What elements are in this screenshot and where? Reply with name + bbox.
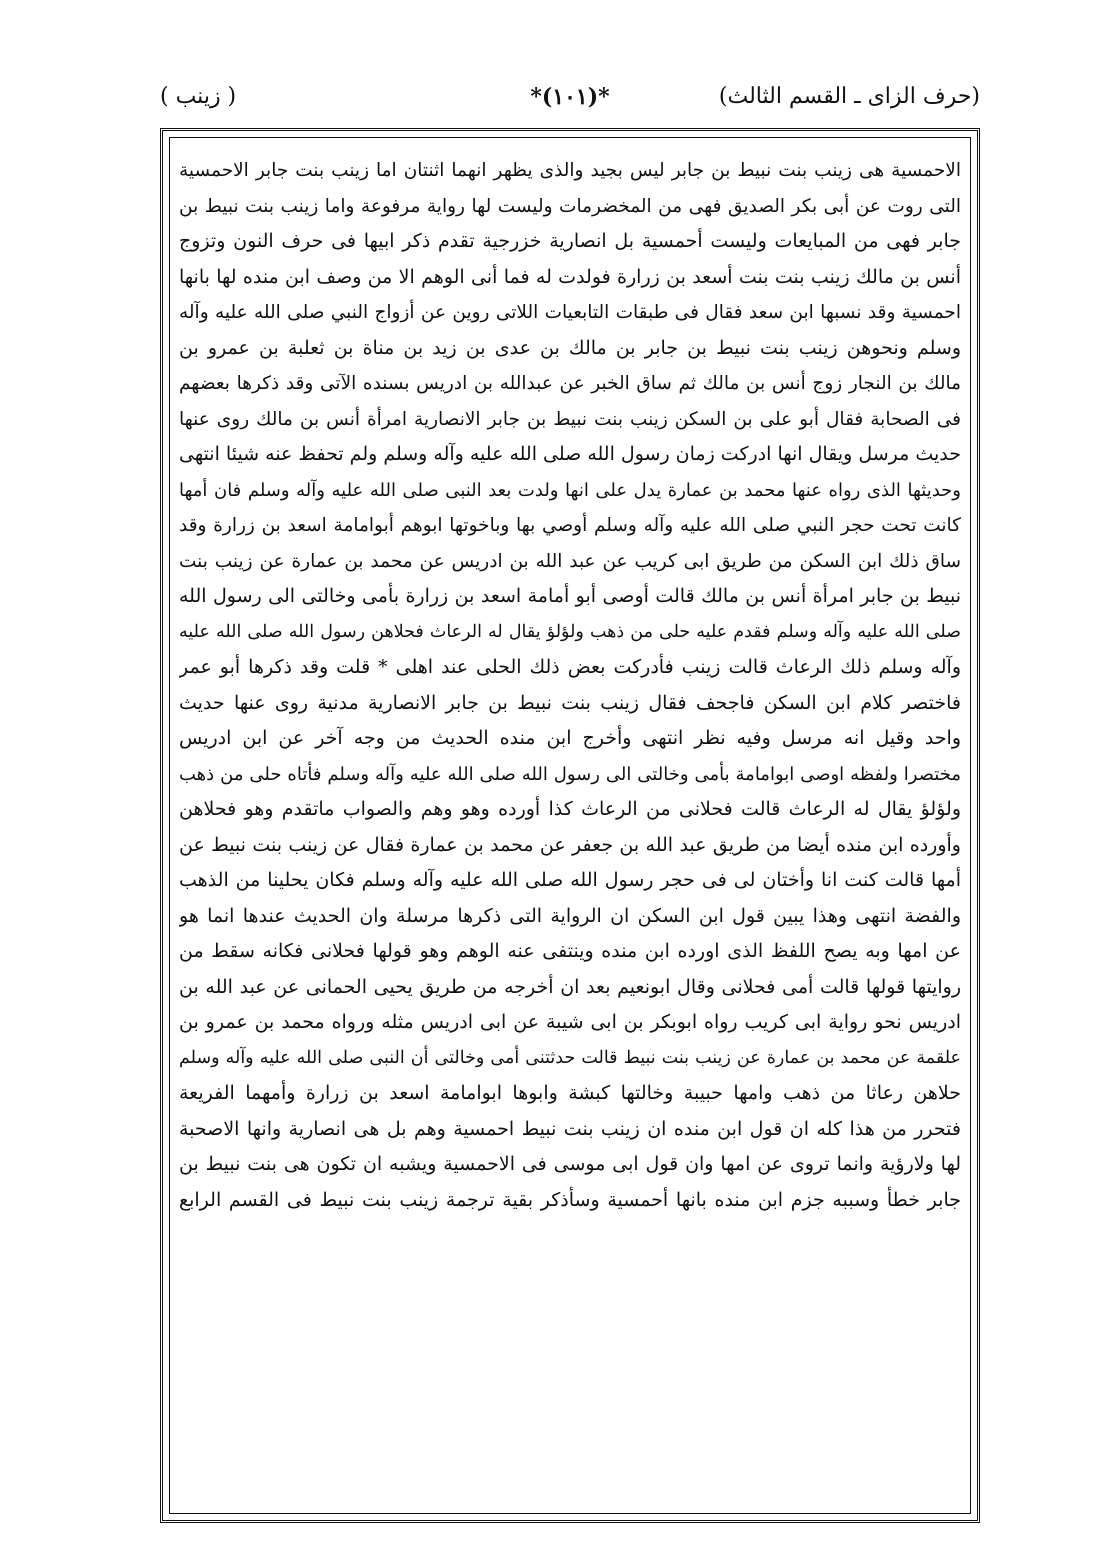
text-line: احمسية وقد نسبها ابن سعد فقال فى طبقات التابعيات اللاتى روين عن أزواج النبي صلى الله عليه وآله <box>179 302 961 323</box>
text-line: حلاهن رعاثا من ذهب وامها حبيبة وخالتها كبشة وابوها ابوامامة اسعد بن زرارة وأمهما الفريعة <box>179 1082 961 1104</box>
section-heading: (حرف الزاى ـ القسم الثالث) <box>718 84 980 109</box>
text-line: كانت تحت حجر النبي صلى الله عليه وآله وسلم أوصي بها وباخوتها ابوهم أبوامامة اسعد بن زرارة وقد <box>179 515 961 536</box>
text-line: جابر خطأ وسببه جزم ابن منده بانها أحمسية وسأذكر بقية ترجمة زينب بنت نبيط فى القسم الرابع <box>179 1188 961 1211</box>
text-frame <box>160 128 980 1523</box>
text-line: فى الصحابة فقال أبو على بن السكن زينب بنت نبيط بن جابر الانصارية امرأة أنس بن مالك روى عنها <box>179 408 961 430</box>
text-line: لها ولارؤية وانما تروى عن امها وان قول ابى موسى فى الاحمسية ويشبه ان تكون هى بنت نبيط بن <box>179 1153 961 1175</box>
page-header <box>160 84 980 124</box>
text-line: روايتها قولها قالت أمى فحلانى وقال ابونعيم بعد ان أخرجه من طريق يحيى الحمانى عن عبد الله بن <box>179 975 961 998</box>
text-line: حديث مرسل ويقال انها ادركت زمان رسول الله صلى الله عليه وآله وسلم ولم تحفظ عنه شيئا انتهى <box>179 443 961 465</box>
text-line: فتحرر من هذا كله ان قول ابن منده ان زينب بنت نبيط احمسية وهم بل هى انصارية وانها الاصحبة <box>179 1117 961 1140</box>
text-line: جابر فهى من المبايعات وليست أحمسية بل انصارية خزرجية تقدم ذكر ابيها فى حرف النون وتزوج <box>179 230 961 252</box>
text-line: ولؤلؤ يقال له الرعاث قالت فحلانى من الرعاث كذا أورده وهو وهم والصواب ماتقدم وهو فحلاهن <box>179 798 961 820</box>
text-line: التى روت عن أبى بكر الصديق فهى من المخضرمات وليست لها رواية مرفوعة واما زينب بنت نبيط بن <box>179 195 961 217</box>
text-line: وحديثها الذى رواه عنها محمد بن عمارة يدل على انها ولدت بعد النبى صلى الله عليه وآله وسلم فان أمها <box>179 479 961 501</box>
text-line: واحد وقيل انه مرسل وفيه نظر انتهى وأخرج ابن منده الحديث من وجه آخر عن ابن ادريس <box>179 727 961 749</box>
text-line: مختصرا ولفظه اوصى ابوامامة بأمى وخالتى الى رسول الله صلى الله عليه وآله وسلم فأتاه حلى من ذهب <box>179 763 961 785</box>
page-number: *(١٠١)* <box>530 84 610 110</box>
text-line: صلى الله عليه وآله وسلم فقدم عليه حلى من ذهب ولؤلؤ يقال له الرعاث فحلاهن رسول الله صلى الله عليه <box>179 621 961 642</box>
text-line: أمها قالت كنت انا وأختان لى فى حجر رسول الله صلى الله عليه وآله وسلم فكان يحلينا من الذهب <box>179 869 961 891</box>
text-line: الاحمسية هى زينب بنت نبيط بن جابر ليس بجيد والذى يظهر انهما اثنتان اما زينب بنت جابر الاحمسية <box>179 160 961 181</box>
text-line: مالك بن النجار زوج أنس بن مالك ثم ساق الخبر عن عبدالله بن ادريس بسنده الآتى وقد ذكرها بعضهم <box>179 373 961 394</box>
text-line: وآله وسلم ذلك الرعاث قالت زينب فأدركت بعض ذلك الحلى عند اهلى * قلت وقد ذكرها أبو عمر <box>179 656 961 678</box>
text-line: علقمة عن محمد بن عمارة عن زينب بنت نبيط قالت حدثتنى أمى وخالتى أن النبى صلى الله عليه وآله وسلم <box>179 1047 961 1068</box>
text-line: ساق ذلك ابن السكن من طريق ابى كريب عن عبد الله بن ادريس عن محمد بن عمارة عن زينب بنت <box>179 550 961 572</box>
text-line: وسلم ونحوهن زينب بنت نبيط بن جابر بن مالك بن عدى بن زيد بن مناة بن ثعلبة بن عمرو بن <box>179 336 961 359</box>
text-line: عن امها وبه يصح اللفظ الذى اورده ابن منده وينتفى عنه الوهم وهو قولها فحلانى فكانه سقط من <box>179 940 961 962</box>
text-line: ادريس نحو رواية ابى كريب رواه ابوبكر بن ابى شيبة عن ابى ادريس مثله ورواه محمد بن عمرو بن <box>179 1011 961 1033</box>
text-line: والفضة انتهى وهذا يبين قول ابن السكن ان الرواية التى ذكرها مرسلة وان الحديث عندها انما هو <box>179 904 961 927</box>
text-line: وأورده ابن منده أيضا من طريق عبد الله بن جعفر عن محمد بن عمارة فقال عن زينب بنت نبيط عن <box>179 833 961 856</box>
entry-name: ( زينب ) <box>160 84 237 109</box>
text-line: فاختصر كلام ابن السكن فاجحف فقال زينب بنت نبيط بن جابر الانصارية مدنية روى عنها حديث <box>179 691 961 714</box>
text-line: نبيط بن جابر امرأة أنس بن مالك قالت أوصى أبو أمامة اسعد بن زرارة بأمى وخالتى الى رسول الله <box>179 585 961 607</box>
body-text <box>179 153 961 1218</box>
text-line: أنس بن مالك زينب بنت بنت أسعد بن زرارة فولدت له فما أنى الوهم الا من وصف ابن منده لها بانها <box>179 265 961 288</box>
